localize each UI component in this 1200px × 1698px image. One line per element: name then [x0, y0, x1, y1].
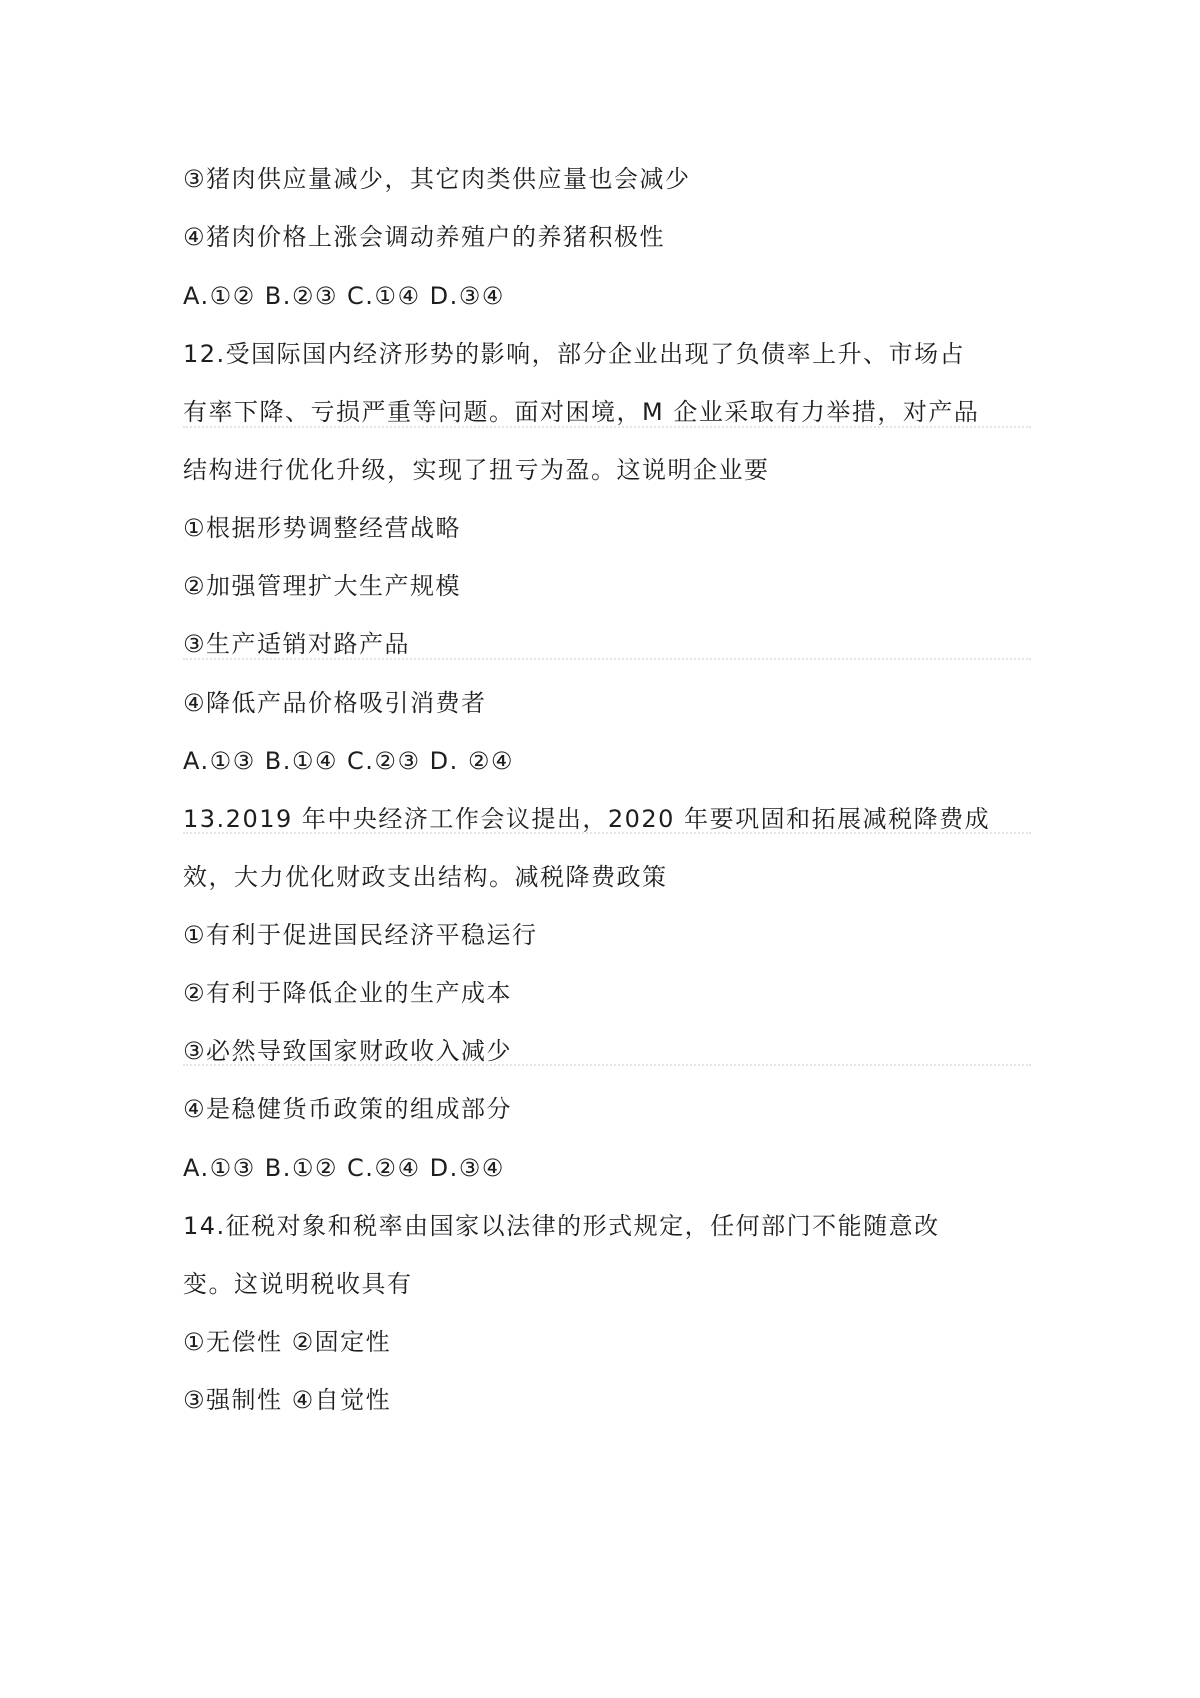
q12-option-2: ②加强管理扩大生产规模 — [183, 572, 462, 600]
q13-answer-choices: A.①③ B.①② C.②④ D.③④ — [183, 1154, 505, 1182]
q13-option-1: ①有利于促进国民经济平稳运行 — [183, 921, 538, 949]
q12-option-4: ④降低产品价格吸引消费者 — [183, 689, 487, 717]
q13-option-2: ②有利于降低企业的生产成本 — [183, 979, 513, 1007]
q12-stem-line-2: 有率下降、亏损严重等问题。面对困境，M 企业采取有力举措，对产品 — [183, 398, 980, 426]
q12-answer-choices: A.①③ B.①④ C.②③ D. ②④ — [183, 747, 514, 775]
dotted-divider — [183, 1064, 1031, 1066]
q14-options-line-2: ③强制性 ④自觉性 — [183, 1386, 392, 1414]
q13-stem-line-1: 13.2019 年中央经济工作会议提出，2020 年要巩固和拓展减税降费成 — [183, 805, 991, 833]
q13-option-4: ④是稳健货币政策的组成部分 — [183, 1095, 513, 1123]
q13-option-3: ③必然导致国家财政收入减少 — [183, 1037, 513, 1065]
dotted-divider — [183, 832, 1031, 834]
q12-option-1: ①根据形势调整经营战略 — [183, 514, 462, 542]
q11-option-4: ④猪肉价格上涨会调动养殖户的养猪积极性 — [183, 223, 666, 251]
q14-options-line-1: ①无偿性 ②固定性 — [183, 1328, 392, 1356]
q11-option-3: ③猪肉供应量减少，其它肉类供应量也会减少 — [183, 165, 691, 193]
q11-answer-choices: A.①② B.②③ C.①④ D.③④ — [183, 282, 505, 310]
q12-option-3: ③生产适销对路产品 — [183, 630, 411, 658]
dotted-divider — [183, 426, 1031, 428]
q14-stem-line-1: 14.征税对象和税率由国家以法律的形式规定，任何部门不能随意改 — [183, 1212, 940, 1240]
q14-stem-line-2: 变。这说明税收具有 — [183, 1270, 413, 1298]
q13-stem-line-2: 效，大力优化财政支出结构。减税降费政策 — [183, 863, 668, 891]
q12-stem-line-1: 12.受国际国内经济形势的影响，部分企业出现了负债率上升、市场占 — [183, 340, 966, 368]
dotted-divider — [183, 658, 1031, 660]
q12-stem-line-3: 结构进行优化升级，实现了扭亏为盈。这说明企业要 — [183, 456, 770, 484]
